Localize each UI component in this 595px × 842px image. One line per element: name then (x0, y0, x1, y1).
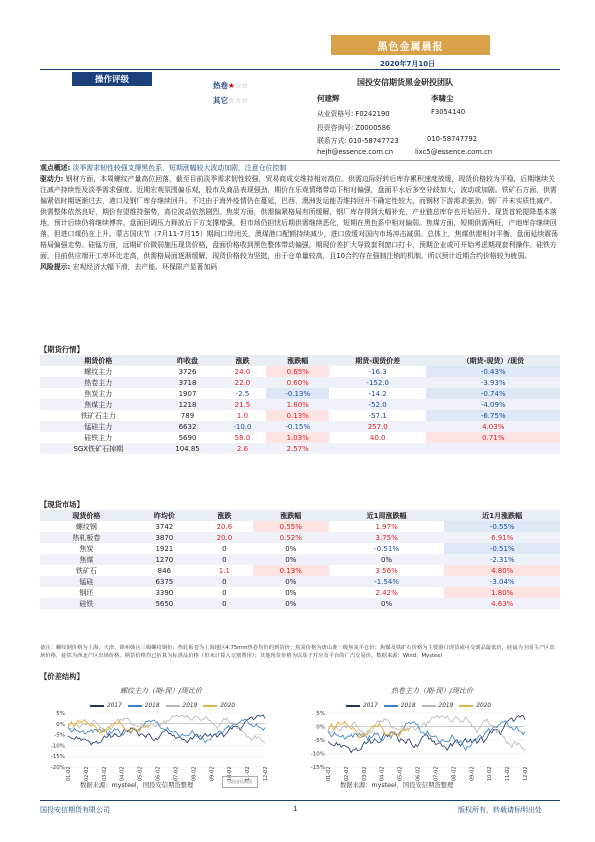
column-header: 涨跌 (196, 510, 253, 521)
table-cell: 铁矿石主力 (80, 411, 116, 420)
x-tick-label: 01-02 (66, 766, 72, 781)
section-title: 【现货市场】 (40, 500, 84, 509)
x-tick-label: 08-02 (451, 766, 458, 781)
x-tick-label: 12-02 (263, 766, 269, 781)
table-cell: 1218 (157, 399, 219, 410)
team-name: 国投安信期货黑金研投团队 (357, 78, 453, 87)
table-cell: 0 (196, 598, 253, 609)
x-tick-label: 07-02 (433, 766, 440, 781)
x-tick-label: 09-02 (209, 766, 216, 781)
footer-divider (40, 800, 560, 801)
legend-label: 2017 (107, 703, 122, 709)
legend-item (203, 703, 235, 709)
section-title: 【价差结构】 (40, 672, 84, 681)
table-row (40, 576, 560, 587)
table-row (40, 366, 560, 377)
futures-table (40, 355, 560, 454)
legend-label: 2020 (476, 703, 492, 709)
table-cell: 3870 (133, 532, 196, 543)
table-cell: 0.13% (253, 565, 329, 576)
table-cell: 焦炭主力 (84, 389, 113, 398)
table-cell: 0% (285, 544, 297, 553)
table-cell: 4.63% (444, 598, 560, 609)
y-tick-label: 0% (316, 724, 325, 731)
legend-label: 2018 (400, 703, 416, 709)
x-tick-label: 11-02 (245, 766, 252, 781)
table-cell: -152.0 (329, 377, 427, 388)
table-row (40, 399, 560, 410)
hot-coil-rating (213, 80, 248, 91)
table-cell: -0.15% (266, 421, 328, 432)
table-cell: -0.51% (444, 543, 560, 554)
legend-item (422, 703, 454, 709)
table-cell: 0.65% (266, 366, 328, 377)
legend-swatch (90, 705, 104, 707)
column-header: 昨均价 (133, 510, 196, 521)
legend-item (166, 703, 198, 709)
other-label: 其它 (213, 96, 228, 105)
y-tick-label: -15% (50, 754, 65, 761)
table-cell: 20.0 (196, 532, 253, 543)
table-cell: 2.57% (266, 443, 328, 454)
legend-swatch (128, 705, 142, 707)
table-cell: 焦煤 (40, 554, 133, 565)
column-header: （期货-现货）/现货 (426, 355, 560, 366)
table-row (40, 554, 560, 565)
y-tick-label: -20% (50, 765, 65, 771)
table-cell: 3.75% (329, 532, 445, 543)
table-cell: -3.04% (444, 576, 560, 587)
table-cell: -14.2 (368, 389, 387, 398)
y-tick-label: 5% (316, 711, 325, 717)
table-cell: 20.6 (216, 522, 233, 531)
table-cell: 0.60% (266, 377, 328, 388)
report-date: 2020年7月10日 (380, 60, 436, 68)
report-title-banner: 黑色金属晨报 (331, 35, 490, 55)
summary-text: 淡季需求韧性较强支撑黑色系，短期涨幅较大波动加剧，注意仓位控制 (72, 164, 287, 172)
table-cell: -0.43% (426, 366, 560, 377)
table-cell: 0 (222, 588, 227, 597)
table-cell: 0% (329, 554, 445, 565)
table-cell: 2.42% (375, 588, 398, 597)
table-cell: 焦炭 (79, 544, 94, 553)
table-cell: -2.31% (444, 554, 560, 565)
table-cell: 3742 (155, 522, 174, 531)
divider (40, 160, 560, 161)
column-header: 涨跌幅 (266, 355, 328, 366)
table-cell: 104.85 (157, 443, 219, 454)
column-header: 期货-现货价差 (329, 355, 427, 366)
analyst-name: 李啸尘 (431, 94, 454, 103)
table-cell: 2.6 (218, 443, 266, 454)
star-on-icon: ★ (228, 81, 235, 90)
chart-legend (346, 703, 491, 709)
table-cell: 4.80% (444, 565, 560, 576)
table-cell: 0% (253, 576, 329, 587)
divider (40, 69, 560, 70)
table-cell: 1.80% (266, 399, 328, 410)
summary-key: 驱动力: (40, 175, 64, 183)
rating-badge: 操作评级 (72, 72, 152, 86)
table-cell: 1.03% (266, 432, 328, 443)
summary-block (40, 163, 560, 273)
footer-company: 国投安信期货有限公司 (40, 806, 110, 814)
column-header: 昨收盘 (157, 355, 219, 366)
table-cell: 0.13% (266, 410, 328, 421)
table-cell: -57.1 (368, 411, 387, 420)
column-header: 近1周涨跌幅 (329, 510, 445, 521)
table-cell: 钢坯 (79, 588, 94, 597)
table-cell: -16.3 (368, 367, 387, 376)
hot-label: 热卷 (213, 81, 228, 90)
x-tick-label: 03-02 (361, 766, 368, 781)
section-title: 【期货行情】 (40, 345, 84, 354)
table-cell: 热卷主力 (40, 377, 157, 388)
table-cell: 1.0 (236, 411, 249, 420)
x-tick-label: 10-02 (227, 766, 234, 781)
table-row (40, 377, 560, 388)
legend-label: 2019 (182, 703, 198, 709)
y-tick-label: 5% (56, 711, 65, 717)
table-row (40, 543, 560, 554)
table-cell: 6375 (133, 576, 196, 587)
table-cell: 0.52% (253, 532, 329, 543)
table-cell: 24.0 (234, 367, 251, 376)
chart-source: 数据来源：mysteel，国投安信期货整理 (340, 782, 454, 789)
analyst-name: 何建辉 (317, 94, 340, 103)
table-cell: 0 (196, 554, 253, 565)
table-cell (426, 443, 560, 454)
table-cell (329, 443, 427, 454)
table-cell: 6.91% (444, 532, 560, 543)
table-cell: 0% (285, 588, 297, 597)
table-cell: 0 (196, 576, 253, 587)
table-cell: 1.80% (444, 587, 560, 598)
table-cell: 1.1 (218, 566, 230, 575)
x-tick-label: 08-02 (191, 766, 198, 781)
table-note: 备注：螺纹钢价格为上海、天津、徐州韩区三级螺纹钢价；热轧板卷为上海地区4.75mm热卷均价的到货价；焦炭价格为唐山准一级焦炭平仓价；焦煤及铁矿石价格为主要港口现货或可交割品最低价，硅锰为全国主产区出场价格，硅铁为西北产区出场价格。期货价格均已折算为标准品价格（但未计算入交割费用）；其他现货价格为以基于对应及平台的广汽交易价。数据来源：Wind、Mysteel (40, 645, 555, 659)
star-off-icon: ☆☆☆ (228, 96, 249, 105)
company-logo: 国投安信期货 (222, 776, 258, 788)
summary-key: 观点概述: (40, 164, 71, 172)
legend-swatch (459, 705, 473, 707)
phone: 联系方式: 010-58747723 (317, 137, 399, 145)
y-tick-label: -5% (54, 732, 65, 739)
email-link[interactable]: hejh@essence.com.cn (317, 148, 394, 156)
table-cell: -2.5 (235, 389, 250, 398)
table-cell: 22.0 (218, 377, 266, 388)
table-cell: 0% (253, 554, 329, 565)
column-header: 现货价格 (40, 510, 133, 521)
legend-swatch (346, 705, 360, 707)
x-tick-label: 12-02 (523, 766, 529, 781)
email-link[interactable]: lixc5@essence.com.cn (415, 148, 493, 156)
table-cell: 3.56% (375, 566, 398, 575)
legend-label: 2019 (438, 703, 454, 709)
table-cell: 锰硅主力 (40, 421, 157, 432)
x-tick-label: 09-02 (469, 766, 476, 781)
other-rating (213, 95, 248, 106)
table-cell: -6.75% (426, 410, 560, 421)
table-cell: -52.0 (329, 399, 427, 410)
spread-chart-hotcoil (300, 711, 530, 781)
x-tick-label: 05-02 (397, 766, 404, 781)
table-row (40, 421, 560, 432)
x-tick-label: 06-02 (415, 766, 422, 781)
y-tick-label: -10% (310, 751, 325, 758)
table-cell: 0.55% (253, 521, 329, 532)
table-cell: -1.54% (329, 576, 445, 587)
chart-source: 数据来源：mysteel，国投安信期货整理 (80, 782, 194, 789)
table-row (40, 598, 560, 609)
table-cell: 58.0 (234, 433, 251, 442)
table-cell: 热轧板卷 (40, 532, 133, 543)
table-cell: 4.03% (426, 421, 560, 432)
table-cell: -0.13% (266, 388, 328, 399)
column-header: 涨跌 (218, 355, 266, 366)
table-row (40, 388, 560, 399)
spot-table (40, 510, 560, 609)
x-tick-label: 06-02 (155, 766, 162, 781)
table-cell: 3726 (178, 367, 197, 376)
table-cell: 硅铁 (40, 598, 133, 609)
legend-item (128, 703, 160, 709)
table-cell: 0.71% (426, 432, 560, 443)
x-tick-label: 10-02 (487, 766, 494, 781)
x-tick-label: 07-02 (173, 766, 180, 781)
x-tick-label: 05-02 (137, 766, 144, 781)
x-tick-label: 04-02 (379, 766, 386, 781)
cert-number: F3054140 (431, 108, 466, 116)
summary-key: 风险提示: (40, 263, 71, 271)
legend-item (459, 703, 491, 709)
table-cell: 1921 (155, 544, 174, 553)
page-number: 1 (293, 805, 298, 813)
table-cell: 21.5 (218, 399, 266, 410)
table-cell: 1.97% (375, 522, 398, 531)
table-cell: 3390 (155, 588, 174, 597)
table-cell: 5690 (178, 433, 197, 442)
cert-number: 从业资格号: F0242190 (317, 110, 390, 118)
table-cell: 锰硅 (40, 576, 133, 587)
table-cell: -0.51% (374, 544, 399, 553)
table-cell: 硅铁主力 (84, 433, 113, 442)
table-cell: -0.55% (444, 521, 560, 532)
table-cell: 40.0 (369, 433, 386, 442)
table-row (40, 443, 560, 454)
table-cell: 3718 (157, 377, 219, 388)
table-cell: -4.09% (426, 399, 560, 410)
legend-label: 2018 (144, 703, 160, 709)
star-off-icon: ☆☆ (234, 81, 249, 90)
table-row (40, 532, 560, 543)
table-cell: 焦煤主力 (40, 399, 157, 410)
table-row (40, 432, 560, 443)
legend-item (90, 703, 122, 709)
table-cell: 1270 (133, 554, 196, 565)
table-cell: 789 (180, 411, 195, 420)
legend-label: 2017 (363, 703, 378, 709)
legend-swatch (422, 705, 436, 707)
footer-rights: 版权所有，转载请标明出处 (458, 806, 542, 814)
x-tick-label: 01-02 (326, 766, 332, 781)
table-cell: 5650 (133, 598, 196, 609)
legend-swatch (166, 705, 180, 707)
table-cell: 螺纹主力 (84, 367, 113, 376)
table-cell: SGX铁矿石掉期 (40, 443, 157, 454)
chart-title: 螺纹主力（期-现）/现比价 (120, 687, 202, 695)
table-cell: 846 (157, 566, 172, 575)
x-tick-label: 04-02 (119, 766, 126, 781)
column-header: 涨跌幅 (253, 510, 329, 521)
y-tick-label: -15% (310, 765, 325, 771)
legend-swatch (203, 705, 217, 707)
spread-chart-rebar (40, 711, 270, 781)
invest-number: 投资咨询号: Z0000586 (317, 124, 391, 132)
table-cell: 0% (329, 598, 445, 609)
table-cell: -10.0 (218, 421, 266, 432)
legend-swatch (384, 705, 398, 707)
table-cell: -3.93% (426, 377, 560, 388)
legend-item (346, 703, 378, 709)
y-tick-label: 0% (56, 721, 65, 728)
column-header: 近1月涨跌幅 (444, 510, 560, 521)
x-tick-label: 03-02 (101, 766, 108, 781)
table-cell: 0 (222, 544, 227, 553)
summary-text: 钢材方面，本周螺纹产量高位回落，截至目前淡季需求韧性较强，贸易商成交维持相对高位。供需边际好转后库存累积速度放缓，现货价格较为平稳，后期继续关注减产持续性及淡季需求强度。近期宏观氛围偏乐观，股市及商品表现强劲，期价在乐观情绪带动下相对偏强，盘面平水后多空分歧加大，波动或加剧。铁矿石方面，供需偏紧依时期逐渐过去，港口及钢厂库存继续回升。不过由于海外疫情仍在蔓延，巴西、澳洲发运能否维持回升不确定性较大，而钢材下游需求强劲，钢厂并未实质性减产。供需整体依然良好，期价有望维持强势，高位波动依然剧烈。焦炭方面，供需偏紧格局有所缓解，钢厂库存得到大幅补充，产业链总库存也开始回升。现货首轮提降基本落地，预计后续仍将继续博弈。盘面回调压力释放后下方支撑增强，但市场仍担忧后期供需继续恶化，短期在黑色系中相对偏弱。焦煤方面，短期供需两旺，产地库存继续回落，但进口煤仍在上升。蒙古国庆节（7月11-7月15）期间口岸闭关，澳煤港口配额持续减少，进口放缓对国内市场冲击减弱。总体上，焦煤供需相对平衡，盘面延续震荡格局偏强走势。硅锰方面，远期矿价微弱施压现货价格，盘面价格收到黑色整体带动偏强，期现价差扩大导致套利窗口打卡，预期企业或可开始考虑期现套利操作。硅铁方面，目前供应端开工率环比走高，供需格局面逐渐缓解，现货价格较为坚挺，由于仓单量较高，且10合约存在强制注销的机制，所以预计近期合约价格较为疲弱。 (40, 175, 559, 260)
table-cell: 0% (253, 598, 329, 609)
table-row (40, 565, 560, 576)
table-row (40, 521, 560, 532)
table-cell: 257.0 (329, 421, 427, 432)
phone: 010-58747792 (427, 135, 478, 143)
legend-item (384, 703, 416, 709)
chart-title: 热卷主力（期-现）/现比价 (391, 687, 473, 695)
legend-label: 2020 (220, 703, 236, 709)
table-cell: 铁矿石 (75, 566, 97, 575)
summary-text: 宏观经济大幅下滑，去产能、环保限产显著加码 (72, 263, 218, 271)
table-row (40, 587, 560, 598)
table-cell: -0.74% (426, 388, 560, 399)
x-tick-label: 02-02 (343, 766, 350, 781)
x-tick-label: 02-02 (83, 766, 90, 781)
x-tick-label: 11-02 (505, 766, 512, 781)
table-cell: 6632 (157, 421, 219, 432)
column-header: 期货价格 (40, 355, 157, 366)
table-cell: 1907 (178, 389, 197, 398)
y-tick-label: -10% (50, 743, 65, 750)
chart-legend (90, 703, 235, 709)
table-cell: 螺纹钢 (75, 522, 97, 531)
y-tick-label: -5% (314, 738, 325, 744)
table-row (40, 410, 560, 421)
